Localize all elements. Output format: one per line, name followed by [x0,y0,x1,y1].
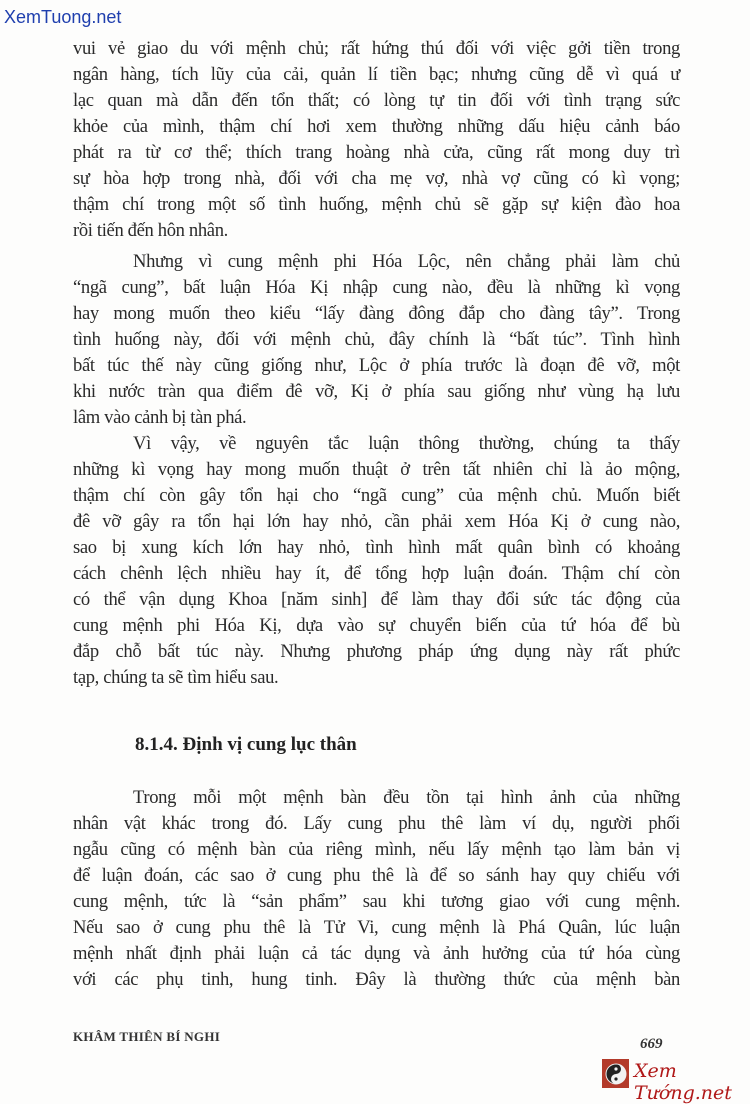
text-line: vui vẻ giao du với mệnh chủ; rất hứng thú đối với việc gởi tiền trong [73,38,680,59]
watermark-logo [602,1058,748,1104]
text-line: để luận đoán, các sao ở cung phu thê là để so sánh hay quy chiếu với [73,865,680,886]
text-line: “ngã cung”, bất luận Hóa Kị nhập cung nào, đều là những kì vọng [73,277,680,298]
text-line: rồi tiến đến hôn nhân. [73,220,228,241]
text-line: ngân hàng, tích lũy của cải, quản lí tiền bạc; nhưng cũng dễ vì quá ư [73,64,680,85]
text-line: Nếu sao ở cung phu thê là Tử Vi, cung mệnh là Phá Quân, lúc luận [73,917,680,938]
paragraph-4 [73,785,680,993]
text-line: tạp, chúng ta sẽ tìm hiểu sau. [73,667,279,688]
page-number: 669 [640,1036,663,1052]
text-line: ngẫu cũng có mệnh bàn của riêng mình, nếu lấy mệnh tạo làm bản vị [73,839,680,860]
logo-text: Xem Tướng.net [634,1060,732,1104]
text-line: phát ra từ cơ thể; thích trang hoàng nhà cửa, cũng rất mong duy trì [73,142,680,163]
text-line: có thể vận dụng Khoa [năm sinh] để làm thay đổi sức tác động của [73,589,680,610]
text-line: đắp chỗ bất túc này. Nhưng phương pháp ứng dụng này rất phức [73,641,680,662]
text-line: đê vỡ gây ra tổn hại lớn hay nhỏ, cần phải xem Hóa Kị ở cung nào, [73,511,680,532]
text-line: với các phụ tinh, hung tinh. Đây là thường thức của mệnh bàn [73,969,680,990]
text-line: Trong mỗi một mệnh bàn đều tồn tại hình ảnh của những [133,787,680,808]
text-line: thậm chí trong một số tình huống, mệnh chủ sẽ gặp sự kiện đào hoa [73,194,680,215]
text-line: sao bị xung kích lớn hay nhỏ, tình hình mất quân bình có khoảng [73,537,680,558]
paragraph-3 [73,431,680,691]
text-line: cách chênh lệch nhiều hay ít, để tổng hợp luận đoán. Thậm chí còn [73,563,680,584]
section-heading: 8.1.4. Định vị cung lục thân [135,734,357,755]
text-line: Vì vậy, về nguyên tắc luận thông thường, chúng ta thấy [133,433,680,454]
text-line: những kì vọng hay mong muốn thuật ở trên tất nhiên chỉ là ảo mộng, [73,459,680,480]
text-line: bất túc thế này cũng giống như, Lộc ở phía trước là đoạn đê vỡ, một [73,355,680,376]
text-line: cung mệnh, tức là “sản phẩm” sau khi tương giao với cung mệnh. [73,891,680,912]
text-line: tình huống này, đối với mệnh chủ, đây chính là “bất túc”. Tình hình [73,329,680,350]
text-line: hay mong muốn theo kiểu “lấy đàng đông đắp cho đàng tây”. Trong [73,303,680,324]
text-line: cung mệnh phi Hóa Kị, dựa vào sự chuyển biến của tứ hóa để bù [73,615,680,636]
text-line: lâm vào cảnh bị tàn phá. [73,407,247,428]
paragraph-1 [73,36,680,244]
text-line: khỏe của mình, thậm chí hơi xem thường những dấu hiệu cảnh báo [73,116,680,137]
footer-book-title: KHÂM THIÊN BÍ NGHI [73,1029,221,1044]
text-line: khi nước tràn qua điểm đê vỡ, Kị ở phía sau giống như vùng hạ lưu [73,381,680,402]
text-line: thậm chí còn gây tổn hại cho “ngã cung” của mệnh chủ. Muốn biết [73,485,680,506]
text-line: lạc quan mà dẫn đến tổn thất; có lòng tự tin đối với tình trạng sức [73,90,680,111]
paragraph-2 [73,249,680,431]
text-line: sự hòa hợp trong nhà, đối với cha mẹ vợ, nhà vợ cũng có kì vọng; [73,168,680,189]
text-line: Nhưng vì cung mệnh phi Hóa Lộc, nên chẳng phải làm chủ [133,251,680,272]
text-line: mệnh nhất định phải luận cả tác dụng và ảnh hưởng của tứ hóa cùng [73,943,680,964]
yin-yang-icon [602,1059,629,1088]
watermark-site-name: XemTuong.net [4,7,122,27]
text-line: nhân vật khác trong đó. Lấy cung phu thê làm ví dụ, người phối [73,813,680,834]
